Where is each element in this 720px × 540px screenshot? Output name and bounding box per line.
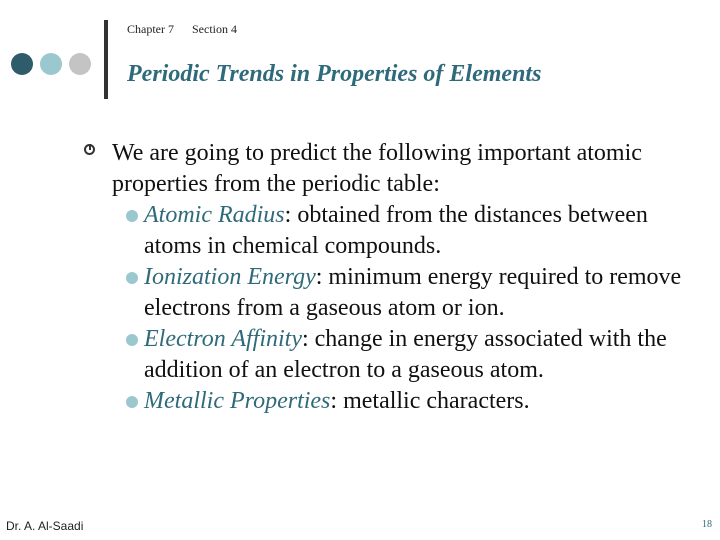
page-number: 18	[702, 519, 712, 530]
chapter-section-label	[127, 22, 237, 37]
list-item	[112, 386, 702, 417]
bullet-icon	[126, 210, 138, 222]
property-description: : change in energy associated with the addition of an electron to a gaseous atom.	[144, 326, 667, 383]
property-term: Ionization Energy	[144, 264, 316, 290]
bullet-icon	[126, 396, 138, 408]
decorative-dot-gray	[69, 53, 91, 75]
bullet-icon	[126, 334, 138, 346]
property-term: Electron Affinity	[144, 326, 302, 352]
property-description: : minimum energy required to remove electrons from a gaseous atom or ion.	[144, 264, 682, 321]
property-term: Metallic Properties	[144, 388, 331, 414]
property-description: : obtained from the distances between atoms in chemical compounds.	[144, 202, 648, 259]
decorative-dot-dark	[11, 53, 33, 75]
main-bullet-icon	[84, 144, 95, 155]
intro-text: We are going to predict the following important atomic properties from the periodic table:	[112, 140, 642, 197]
bullet-icon	[126, 272, 138, 284]
slide-body	[112, 138, 702, 417]
list-item	[112, 324, 702, 386]
property-list	[112, 200, 702, 417]
chapter-label: Chapter 7	[127, 22, 174, 36]
decorative-dot-light	[40, 53, 62, 75]
property-description: : metallic characters.	[330, 388, 530, 414]
section-label: Section 4	[192, 22, 237, 36]
list-item	[112, 200, 702, 262]
header-divider	[104, 20, 108, 99]
author-footer: Dr. A. Al-Saadi	[6, 519, 84, 533]
slide-title: Periodic Trends in Properties of Elements	[127, 61, 542, 87]
property-term: Atomic Radius	[144, 202, 285, 228]
list-item	[112, 262, 702, 324]
